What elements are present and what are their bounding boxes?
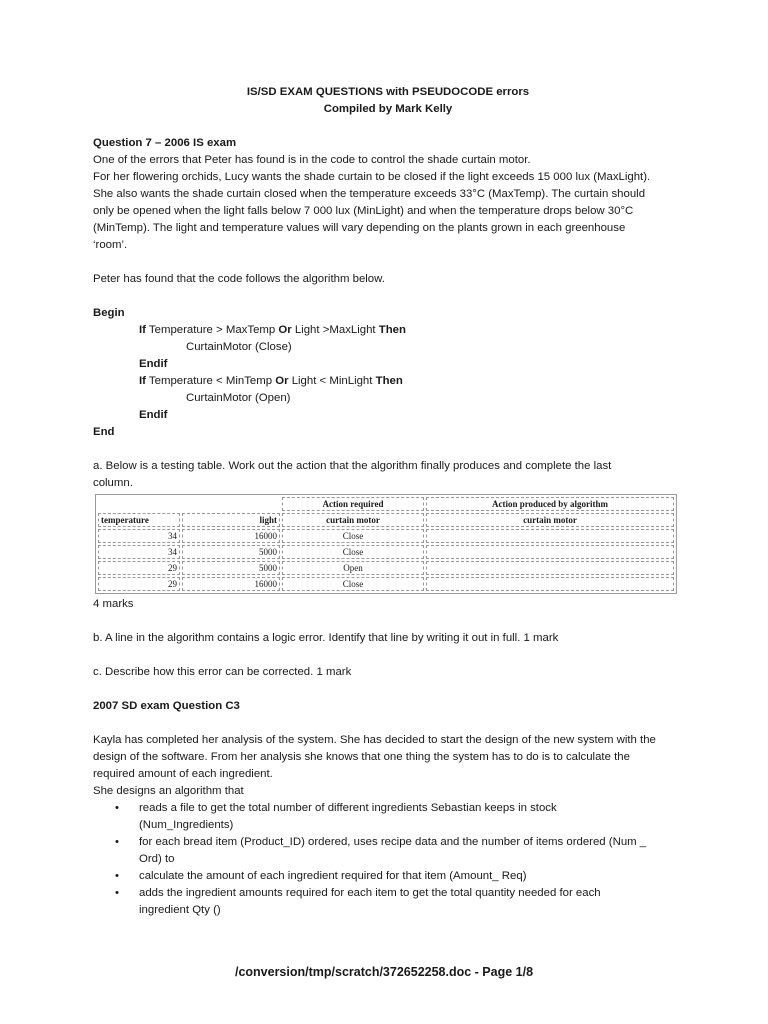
bullet-icon: • — [115, 887, 119, 899]
cell-light: 5000 — [182, 561, 280, 575]
document-page — [93, 84, 683, 919]
q7-follows-text: Peter has found that the code follows the algorithm below. — [93, 273, 385, 285]
header-curtain-motor: curtain motor — [282, 513, 424, 527]
cell-action-produced[interactable] — [426, 577, 674, 591]
list-item: • reads a file to get the total number of different ingredients Sebastian keeps in stock (Num_Ingredients) — [115, 802, 557, 831]
code-if-max: If Temperature > MaxTemp Or Light >MaxLight Then — [139, 324, 406, 336]
q7-intro-line: For her flowering orchids, Lucy wants the shade curtain to be closed if the light exceeds 15 000 lux (MaxLight). — [93, 171, 651, 183]
bullet-icon: • — [115, 836, 119, 848]
header-action-required: Action required — [282, 497, 424, 511]
q7-intro-line: only be opened when the light falls below 7 000 lux (MinLight) and when the temperature drops below 30°C — [93, 205, 634, 217]
algorithm-bullet-list — [93, 800, 683, 919]
marks-a: 4 marks — [93, 598, 134, 610]
cell-action-required: Close — [282, 545, 424, 559]
code-endif: Endif — [139, 358, 168, 370]
cell-light: 16000 — [182, 577, 280, 591]
list-item: • for each bread item (Product_ID) ordered, uses recipe data and the number of items ordered (Num _ Ord) to — [115, 836, 647, 865]
bullet-icon: • — [115, 870, 119, 882]
table-header-row — [98, 497, 674, 511]
cell-light: 16000 — [182, 529, 280, 543]
cell-temperature: 34 — [98, 545, 180, 559]
table-row — [98, 529, 674, 543]
header-curtain-motor: curtain motor — [426, 513, 674, 527]
code-close: CurtainMotor (Close) — [186, 341, 292, 353]
code-end: End — [93, 426, 115, 438]
cell-action-produced[interactable] — [426, 545, 674, 559]
header-light: light — [182, 513, 280, 527]
table-row — [98, 545, 674, 559]
code-begin: Begin — [93, 307, 125, 319]
q2007-para-line: She designs an algorithm that — [93, 785, 244, 797]
q2007-para-line: Kayla has completed her analysis of the system. She has decided to start the design of the new system with the — [93, 734, 656, 746]
q2007-para-line: required amount of each ingredient. — [93, 768, 273, 780]
doc-subtitle: Compiled by Mark Kelly — [323, 103, 453, 115]
code-open: CurtainMotor (Open) — [186, 392, 291, 404]
header-action-produced: Action produced by algorithm — [426, 497, 674, 511]
table-subheader-row — [98, 513, 674, 527]
testing-table — [95, 494, 677, 594]
cell-action-produced[interactable] — [426, 529, 674, 543]
q7-intro-line: One of the errors that Peter has found is in the code to control the shade curtain motor. — [93, 154, 531, 166]
cell-action-required: Open — [282, 561, 424, 575]
pseudocode-block — [93, 305, 683, 441]
q7-intro-line: She also wants the shade curtain closed when the temperature exceeds 33°C (MaxTemp). The curtain should — [93, 188, 646, 200]
q7-intro-line: (MinTemp). The light and temperature values will vary depending on the plants grown in each greenhouse — [93, 222, 626, 234]
q7-heading: Question 7 – 2006 IS exam — [93, 137, 237, 149]
part-c: c. Describe how this error can be corrected. 1 mark — [93, 666, 352, 678]
cell-temperature: 29 — [98, 561, 180, 575]
list-item: • calculate the amount of each ingredient required for that item (Amount_ Req) — [93, 868, 683, 885]
part-a-line: a. Below is a testing table. Work out the action that the algorithm finally produces and complete the last — [93, 460, 612, 472]
cell-light: 5000 — [182, 545, 280, 559]
cell-temperature: 29 — [98, 577, 180, 591]
cell-action-required: Close — [282, 577, 424, 591]
header-temperature: temperature — [98, 513, 180, 527]
part-a-line: column. — [93, 477, 133, 489]
q2007-para-line: design of the software. From her analysis she knows that one thing the system has to do is to calculate the — [93, 751, 630, 763]
part-b: b. A line in the algorithm contains a logic error. Identify that line by writing it out in full. 1 mark — [93, 632, 559, 644]
bullet-icon: • — [115, 802, 119, 814]
doc-title: IS/SD EXAM QUESTIONS with PSEUDOCODE errors — [246, 86, 530, 98]
table-row — [98, 561, 674, 575]
code-if-min: If Temperature < MinTemp Or Light < MinLight Then — [139, 375, 403, 387]
q2007-heading: 2007 SD exam Question C3 — [93, 700, 240, 712]
code-endif: Endif — [139, 409, 168, 421]
list-item: • adds the ingredient amounts required for each item to get the total quantity needed for each ingredient Qty () — [115, 887, 601, 916]
cell-action-produced[interactable] — [426, 561, 674, 575]
cell-action-required: Close — [282, 529, 424, 543]
q7-intro-line: ‘room’. — [93, 239, 128, 251]
page-footer: /conversion/tmp/scratch/372652258.doc - Page 1/8 — [234, 965, 534, 979]
cell-temperature: 34 — [98, 529, 180, 543]
table-row — [98, 577, 674, 591]
